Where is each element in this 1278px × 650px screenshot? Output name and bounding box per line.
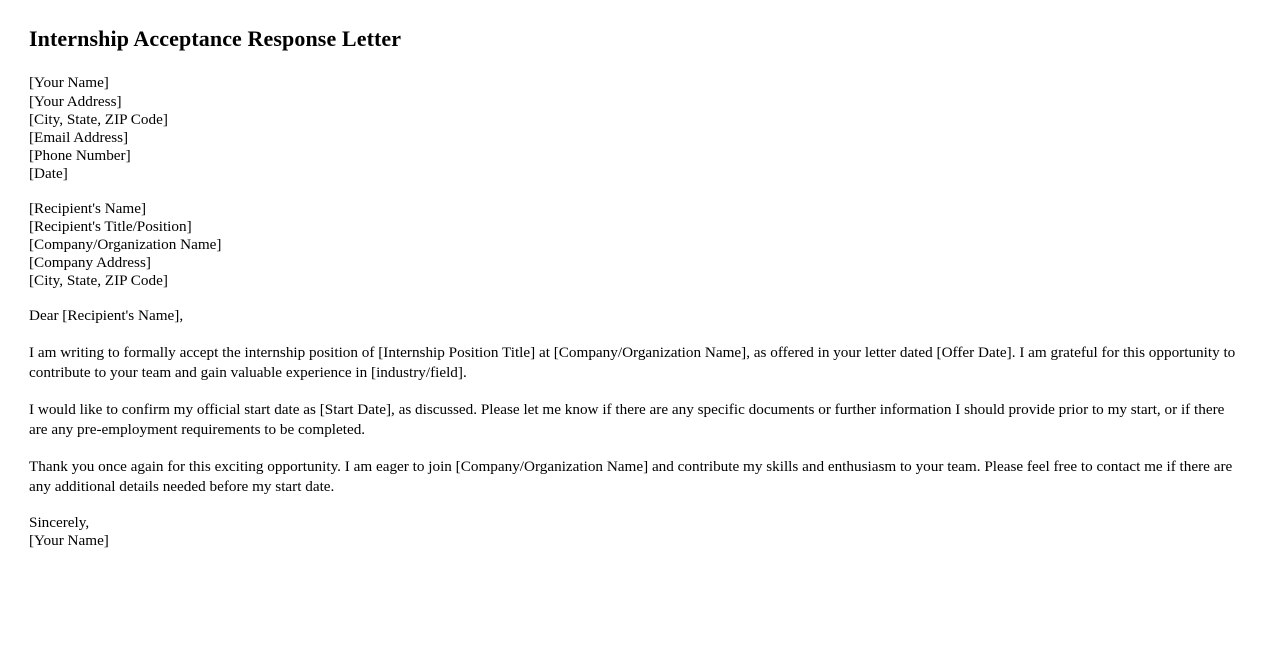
recipient-line-name: [Recipient's Name] — [29, 199, 147, 217]
closing-block — [29, 514, 1238, 550]
recipient-address-block — [29, 200, 1238, 291]
sender-line-city-state-zip: [City, State, ZIP Code] — [29, 110, 168, 128]
sender-line-date: [Date] — [29, 165, 68, 183]
sender-address-block — [29, 74, 1238, 183]
sender-line-name: [Your Name] — [29, 74, 109, 92]
sender-line-address: [Your Address] — [29, 92, 122, 110]
body-paragraph-1: I am writing to formally accept the internship position of [Internship Position Title] at [Company/Organization Name], as offered in your letter dated [Offer Date]. I am grateful for this opportunity to contribute to your team and gain valuable experience in [industry/field]. — [29, 343, 1236, 382]
closing-salutation: Sincerely, — [29, 513, 90, 531]
body-paragraph-2: I would like to confirm my official start date as [Start Date], as discussed. Please let me know if there are any specific documents or further information I should provide prior to my start, or if there are any pre-employment requirements to be completed. — [29, 400, 1225, 439]
recipient-line-company: [Company/Organization Name] — [29, 236, 222, 254]
recipient-line-title: [Recipient's Title/Position] — [29, 217, 192, 235]
page-title: Internship Acceptance Response Letter — [29, 26, 402, 51]
recipient-line-city-state-zip: [City, State, ZIP Code] — [29, 272, 168, 290]
sender-line-email: [Email Address] — [29, 129, 129, 146]
recipient-line-address: [Company Address] — [29, 254, 151, 272]
closing-signature-name: [Your Name] — [29, 532, 109, 550]
sender-line-phone: [Phone Number] — [29, 147, 131, 165]
body-paragraph-3: Thank you once again for this exciting opportunity. I am eager to join [Company/Organization Name] and contribute my skills and enthusiasm to your team. Please feel free to contact me if there are any additional details needed before my start date. — [29, 457, 1233, 496]
salutation: Dear [Recipient's Name], — [29, 306, 184, 324]
